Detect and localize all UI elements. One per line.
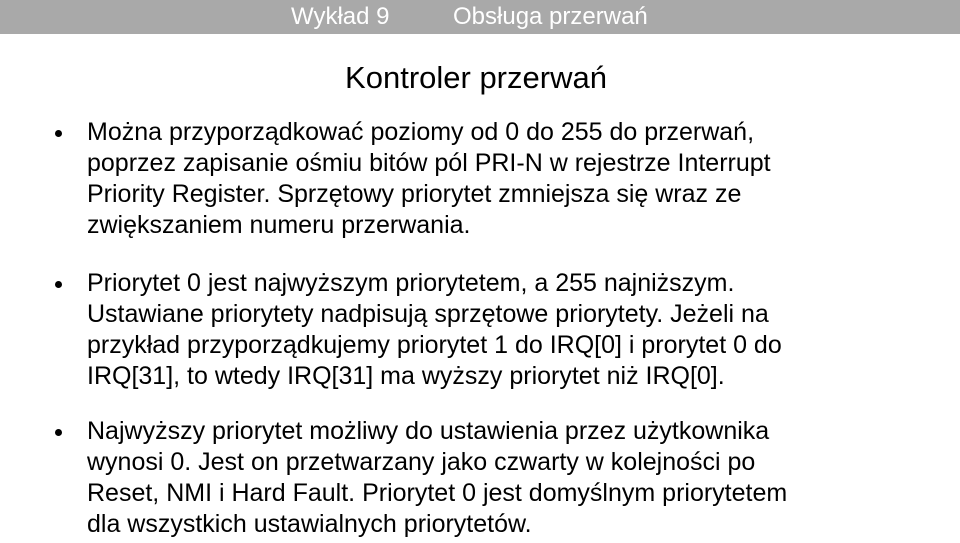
bullet-item [87, 416, 947, 540]
bullet-line: Można przyporządkować poziomy od 0 do 255 do przerwań, [87, 118, 755, 146]
bullet-line: Najwyższy priorytet możliwy do ustawienia przez użytkownika [87, 417, 770, 445]
bullet-line: zwiększaniem numeru przerwania. [87, 211, 471, 239]
bullet-line: Reset, NMI i Hard Fault. Priorytet 0 jest domyślnym priorytetem [87, 479, 788, 507]
bullet-line: dla wszystkich ustawialnych priorytetów. [87, 510, 532, 538]
bullet-line: przykład przyporządkujemy priorytet 1 do IRQ[0] i prorytet 0 do [87, 331, 782, 359]
bullet-dot-icon [55, 281, 62, 288]
bullet-line: poprzez zapisanie ośmiu bitów pól PRI-N w rejestrze Interrupt [87, 149, 771, 177]
bullet-dot-icon [55, 429, 62, 436]
bullet-dot-icon [55, 130, 62, 137]
bullet-line: wynosi 0. Jest on przetwarzany jako czwarty w kolejności po [87, 448, 756, 476]
bullet-line: Ustawiane priorytety nadpisują sprzętowe priorytety. Jeżeli na [87, 300, 769, 328]
bullet-line: IRQ[31], to wtedy IRQ[31] ma wyższy priorytet niż IRQ[0]. [87, 362, 725, 390]
lecture-label: Wykład 9 [291, 3, 390, 30]
bullet-line: Priority Register. Sprzętowy priorytet zmniejsza się wraz ze [87, 180, 742, 208]
bullet-item [87, 268, 947, 392]
bullet-line: Priorytet 0 jest najwyższym priorytetem, a 255 najniższym. [87, 269, 735, 297]
slide-title: Kontroler przerwań [345, 60, 607, 95]
bullet-item [87, 117, 947, 241]
lecture-topic: Obsługa przerwań [453, 3, 648, 30]
